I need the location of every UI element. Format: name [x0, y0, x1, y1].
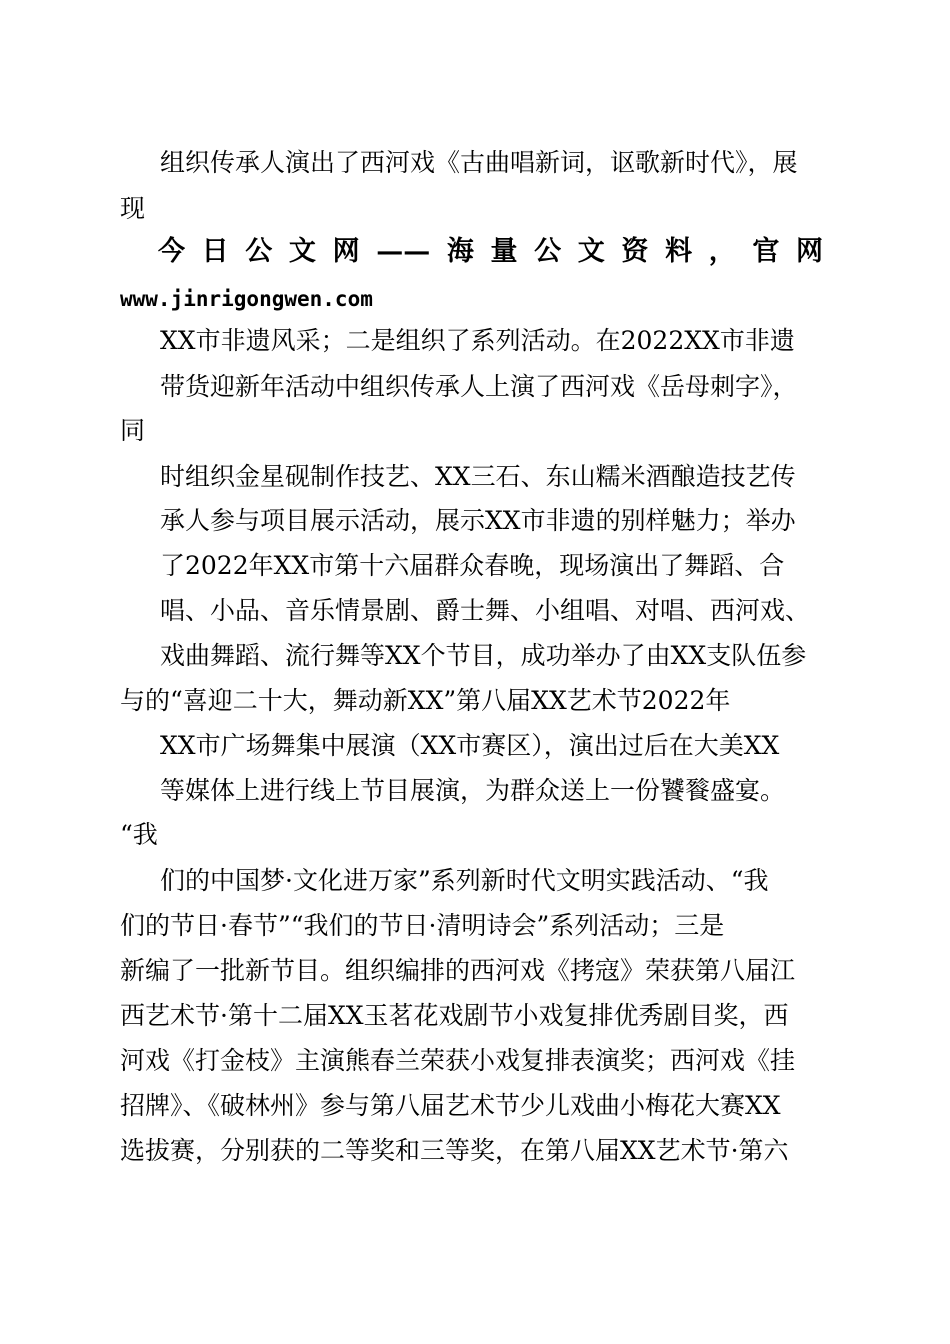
site-url-link[interactable]: www.jinrigongwen.com	[120, 287, 373, 311]
text-line: 时组织金星砚制作技艺、XX三石、东山糯米酒酿造技艺传	[160, 462, 796, 491]
text-line: 现	[120, 194, 146, 223]
text-line: 组织传承人演出了西河戏《古曲唱新词，讴歌新时代》，展	[160, 148, 798, 177]
text-line: “我	[120, 820, 158, 849]
site-banner: 今日公文网——海量公文资料，官网	[158, 236, 823, 267]
text-line: 与的“喜迎二十大，舞动新XX”第八届XX艺术节2022年	[120, 686, 731, 715]
text-line: XX市广场舞集中展演（XX市赛区），演出过后在大美XX	[160, 731, 780, 760]
text-line: 唱、小品、音乐情景剧、爵士舞、小组唱、对唱、西河戏、	[160, 596, 811, 625]
text-line: 了2022年XX市第十六届群众春晚，现场演出了舞蹈、合	[160, 551, 785, 580]
text-line: 新编了一批新节目。组织编排的西河戏《拷寇》荣获第八届江	[120, 956, 796, 985]
text-line: 们的中国梦·文化进万家”系列新时代文明实践活动、“我	[160, 866, 769, 895]
text-line: 西艺术节·第十二届XX玉茗花戏剧节小戏复排优秀剧目奖，西	[120, 1001, 789, 1030]
text-line: 选拔赛，分别获的二等奖和三等奖，在第八届XX艺术节·第六	[120, 1136, 789, 1165]
text-line: 戏曲舞蹈、流行舞等XX个节目，成功举办了由XX支队伍参	[160, 641, 807, 670]
text-line: 河戏《打金枝》主演熊春兰荣获小戏复排表演奖；西河戏《挂	[120, 1046, 796, 1075]
text-line: XX市非遗风采；二是组织了系列活动。在2022XX市非遗	[160, 326, 795, 355]
text-line: 等媒体上进行线上节目展演，为群众送上一份饕餮盛宴。	[160, 776, 786, 805]
text-line: 同	[120, 416, 146, 445]
text-line: 们的节日·春节”“我们的节日·清明诗会”系列活动；三是	[120, 911, 725, 940]
text-line: 招牌》、《破林州》参与第八届艺术节少儿戏曲小梅花大赛XX	[120, 1091, 781, 1120]
text-line: 承人参与项目展示活动，展示XX市非遗的别样魅力；举办	[160, 506, 796, 535]
text-line: 带货迎新年活动中组织传承人上演了西河戏《岳母刺字》，	[160, 372, 798, 401]
